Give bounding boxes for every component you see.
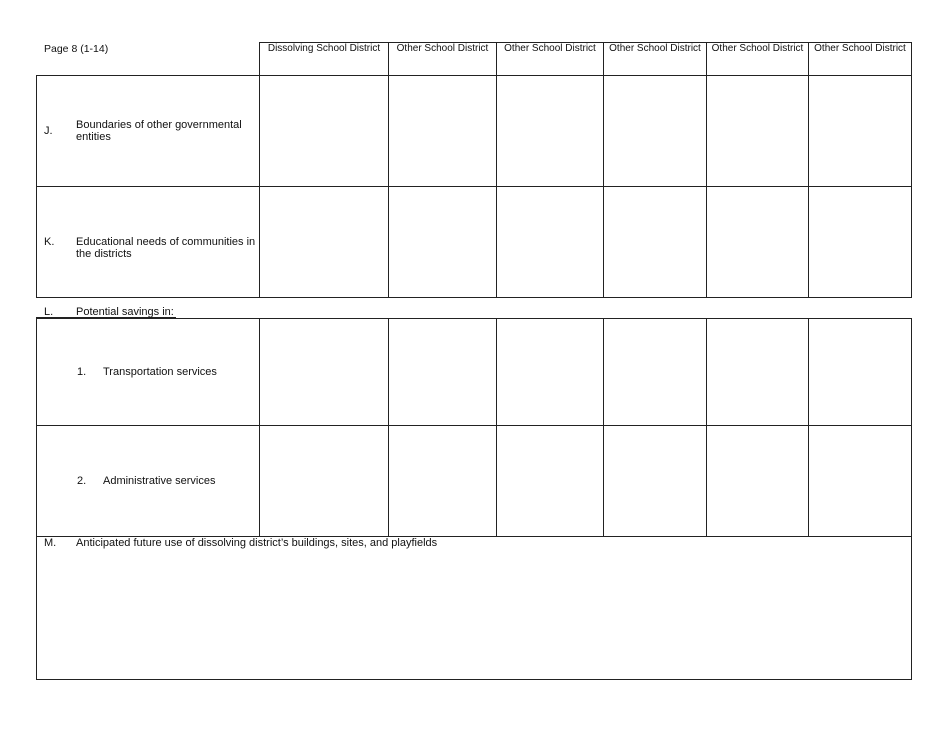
row-l2-number: 2. (77, 475, 87, 487)
cell-l2-dissolving[interactable] (260, 426, 388, 536)
cell-l1-other-1[interactable] (389, 319, 496, 425)
column-header-other-2: Other School District (504, 43, 596, 54)
row-l2-label: Administrative services (103, 475, 216, 487)
row-m-label: Anticipated future use of dissolving district’s buildings, sites, and playfields (76, 537, 438, 549)
cell-k-other-5[interactable] (809, 187, 911, 297)
cell-l2-other-2[interactable] (497, 426, 603, 536)
cell-j-other-1[interactable] (389, 76, 496, 186)
column-header-other-5: Other School District (814, 43, 906, 54)
row-k-letter: K. (44, 236, 55, 248)
cell-j-other-3[interactable] (604, 76, 706, 186)
row-l-letter: L. (44, 306, 54, 318)
page-label: Page 8 (1-14) (44, 43, 109, 55)
column-header-dissolving: Dissolving School District (267, 43, 381, 54)
cell-k-other-2[interactable] (497, 187, 603, 297)
cell-l2-other-5[interactable] (809, 426, 911, 536)
cell-l2-other-3[interactable] (604, 426, 706, 536)
cell-j-other-4[interactable] (707, 76, 808, 186)
row-j-label: Boundaries of other governmental entities (76, 119, 242, 143)
cell-k-other-1[interactable] (389, 187, 496, 297)
row-l1-number: 1. (77, 366, 87, 378)
row-k-label: Educational needs of communities in the districts (76, 236, 256, 260)
row-l-label: Potential savings in: (76, 306, 174, 318)
cell-j-other-5[interactable] (809, 76, 911, 186)
cell-l2-other-1[interactable] (389, 426, 496, 536)
row-j-letter: J. (44, 125, 53, 137)
column-header-other-1: Other School District (396, 43, 489, 54)
cell-k-other-3[interactable] (604, 187, 706, 297)
cell-m-answer[interactable] (37, 552, 911, 679)
cell-k-other-4[interactable] (707, 187, 808, 297)
column-header-other-4: Other School District (711, 43, 804, 54)
cell-l2-other-4[interactable] (707, 426, 808, 536)
cell-l1-other-4[interactable] (707, 319, 808, 425)
cell-l1-other-5[interactable] (809, 319, 911, 425)
cell-l1-other-2[interactable] (497, 319, 603, 425)
cell-l1-other-3[interactable] (604, 319, 706, 425)
cell-k-dissolving[interactable] (260, 187, 388, 297)
column-header-other-3: Other School District (609, 43, 701, 54)
row-l1-label: Transportation services (103, 366, 217, 378)
cell-j-dissolving[interactable] (260, 76, 388, 186)
cell-j-other-2[interactable] (497, 76, 603, 186)
cell-l1-dissolving[interactable] (260, 319, 388, 425)
row-m-letter: M. (44, 537, 57, 549)
